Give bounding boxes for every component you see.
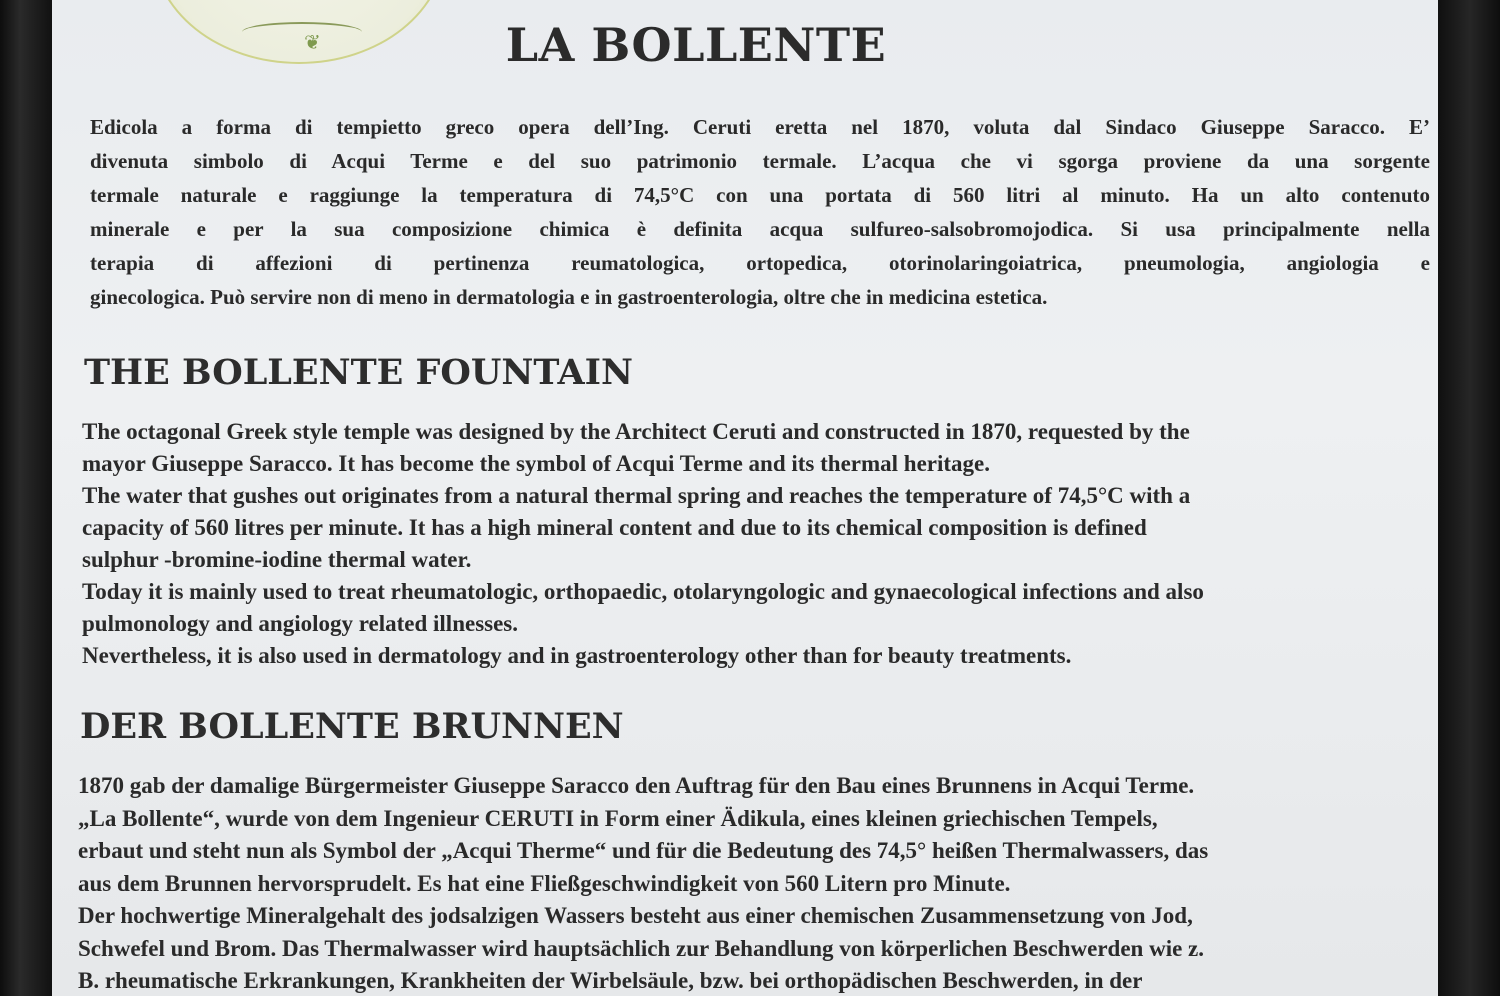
text-line: mayor Giuseppe Saracco. It has become the symbol of Acqui Terme and its thermal heritage. — [82, 451, 991, 476]
text-line: ginecologica. Può servire non di meno in dermatologia e in gastroenterologia, oltre che in medicina estetica. — [90, 285, 1048, 309]
paragraph-german — [78, 770, 1438, 996]
text-line: Der hochwertige Mineralgehalt des jodsalzigen Wassers besteht aus einer chemischen Zusammensetzung von Jod, — [78, 903, 1193, 928]
text-line: pulmonology and angiology related illnesses. — [82, 611, 519, 636]
paragraph-italian — [90, 110, 1430, 314]
text-line: capacity of 560 litres per minute. It has a high mineral content and due to its chemical composition is defined — [82, 515, 1147, 540]
info-board — [52, 0, 1438, 996]
text-line: sulphur -bromine-iodine thermal water. — [82, 547, 472, 572]
emblem-ribbon — [242, 22, 362, 42]
text-line: B. rheumatische Erkrankungen, Krankheiten der Wirbelsäule, bzw. bei orthopädischen Beschwerden, in der — [78, 968, 1143, 993]
paragraph-english — [82, 416, 1432, 672]
heading-english: THE BOLLENTE FOUNTAIN — [84, 352, 633, 393]
text-line: 1870 gab der damalige Bürgermeister Giuseppe Saracco den Auftrag für den Bau eines Brunnens in Acqui Terme. — [78, 773, 1195, 798]
text-line: divenuta simbolo di Acqui Terme e del suo patrimonio termale. L’acqua che vi sgorga proviene da una sorgente — [90, 149, 1430, 173]
text-line: erbaut und steht nun als Symbol der „Acqui Therme“ und für die Bedeutung des 74,5° heißen Thermalwassers, das — [78, 838, 1209, 863]
text-line: termale naturale e raggiunge la temperatura di 74,5°C con una portata di 560 litri al minuto. Ha un alto contenuto — [90, 183, 1430, 207]
emblem-logo — [152, 0, 446, 64]
text-line: aus dem Brunnen hervorsprudelt. Es hat eine Fließgeschwindigkeit von 560 Litern pro Minute. — [78, 870, 1011, 896]
text-line: Edicola a forma di tempietto greco opera dell’Ing. Ceruti eretta nel 1870, voluta dal Sindaco Giuseppe Saracco. E’ — [90, 115, 1430, 139]
text-line: minerale e per la sua composizione chimica è definita acqua sulfureo-salsobromojodica. Si usa principalmente nella — [90, 217, 1430, 241]
text-line: The water that gushes out originates from a natural thermal spring and reaches the temperature of 74,5°C with a — [82, 483, 1191, 508]
title-italian: LA BOLLENTE — [505, 18, 887, 72]
text-line: terapia di affezioni di pertinenza reumatologica, ortopedica, otorinolaringoiatrica, pneumologia, angiologia e — [90, 251, 1430, 275]
leaf-icon: ❦ — [304, 30, 321, 54]
text-line: Today it is mainly used to treat rheumatologic, orthopaedic, otolaryngologic and gynaecological infections and also — [82, 579, 1204, 604]
text-line: The octagonal Greek style temple was designed by the Architect Ceruti and constructed in 1870, requested by the — [82, 419, 1190, 444]
text-line: Schwefel und Brom. Das Thermalwasser wird hauptsächlich zur Behandlung von körperlichen Beschwerden wie z. — [78, 935, 1205, 961]
heading-german: DER BOLLENTE BRUNNEN — [80, 706, 624, 747]
text-line: „La Bollente“, wurde von dem Ingenieur CERUTI in Form einer Ädikula, eines kleinen griechischen Tempels, — [78, 805, 1158, 831]
text-line: Nevertheless, it is also used in dermatology and in gastroenterology other than for beauty treatments. — [82, 643, 1072, 668]
